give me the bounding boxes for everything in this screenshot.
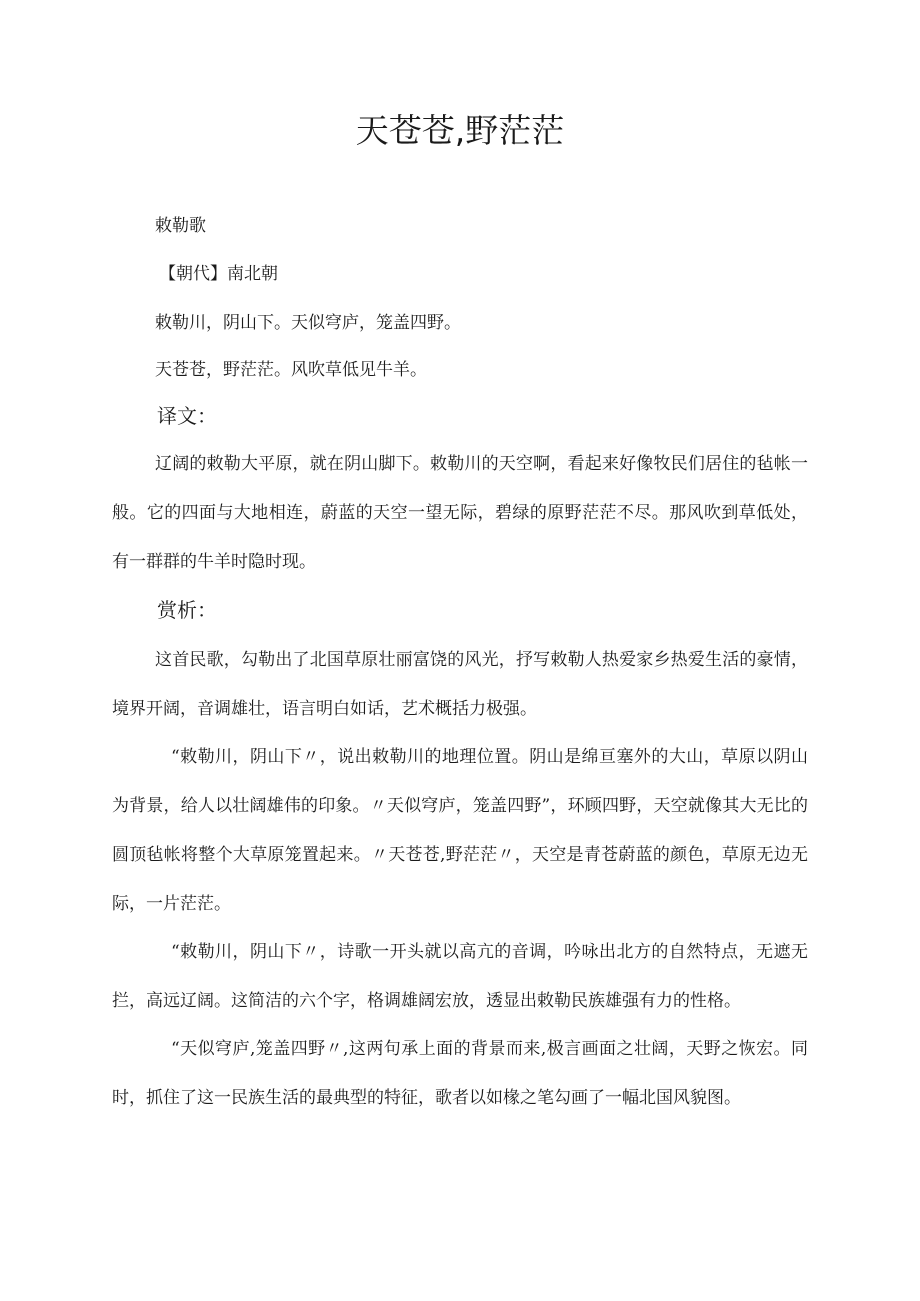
translation-heading: 译文： xyxy=(157,404,217,428)
translation-text: 辽阔的敕勒大平原，就在阴山脚下。敕勒川的天空啊，看起来好像牧民们居住的毡帐一般。它的四面与大地相连，蔚蓝的天空一望无际，碧绿的原野茫茫不尽。那风吹到草低处，有一群群的牛羊时隐时现。 xyxy=(112,454,808,572)
appreciation-paragraph-2: “敕勒川，阴山下〃，说出敕勒川的地理位置。阴山是绵亘塞外的大山，草原以阴山为背景，给人以壮阔雄伟的印象。〃天似穹庐，笼盖四野”，环顾四野，天空就像其大无比的圆顶毡帐将整个大草原笼置起来。〃天苍苍,野茫茫〃，天空是青苍蔚蓝的颜色，草原无边无际，一片茫茫。 xyxy=(112,747,808,914)
poem-dynasty: 【朝代】南北朝 xyxy=(159,264,278,284)
appreciation-paragraph-1: 这首民歌，勾勒出了北国草原壮丽富饶的风光，抒写敕勒人热爱家乡热爱生活的豪情，境界开阔，音调雄壮，语言明白如话，艺术概括力极强。 xyxy=(112,650,808,719)
appreciation-heading: 赏析： xyxy=(157,598,217,622)
poem-line-1: 敕勒川，阴山下。天似穹庐，笼盖四野。 xyxy=(155,313,461,333)
appreciation-paragraph-4: “天似穹庐,笼盖四野〃,这两句承上面的背景而来,极言画面之壮阔，天野之恢宏。同时，抓住了这一民族生活的最典型的特征，歌者以如椽之笔勾画了一幅北国风貌图。 xyxy=(112,1039,808,1108)
page-title: 天苍苍,野茫茫 xyxy=(355,111,565,150)
poem-name: 敕勒歌 xyxy=(155,216,206,236)
poem-line-2: 天苍苍，野茫茫。风吹草低见牛羊。 xyxy=(155,360,427,380)
appreciation-paragraph-3: “敕勒川，阴山下〃，诗歌一开头就以高亢的音调，吟咏出北方的自然特点，无遮无拦，高远辽阔。这简洁的六个字，格调雄阔宏放，透显出敕勒民族雄强有力的性格。 xyxy=(112,942,808,1011)
